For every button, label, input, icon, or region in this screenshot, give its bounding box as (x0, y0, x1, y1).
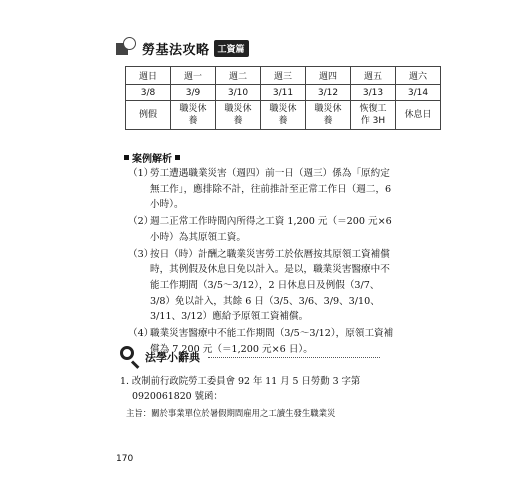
table-header-cell: 週日 (126, 67, 171, 85)
list-item (128, 214, 396, 245)
chapter-icon (116, 37, 138, 59)
table-cell-type: 恢復工作 3H (351, 101, 396, 130)
table-cell-date: 3/8 (126, 85, 171, 101)
bullet-icon (124, 155, 129, 160)
table-row-dates (126, 85, 441, 101)
table-header-cell: 週五 (351, 67, 396, 85)
item-text: 按日（時）計酬之職業災害勞工於依曆按其原領工資補償時，其例假及休息日免以計入。是以，職業災害醫療中不能工作期間（3/5～3/12），2 日休息日及例假（3/7、3/8）免以計入，其餘 6 日（3/5、3/6、3/9、3/10、3/11、3/12）應給予原領工資補償。 (150, 248, 390, 323)
table-cell-type: 職災休養 (306, 101, 351, 130)
table-row-types (126, 101, 441, 130)
entry-subject: 主旨：關於事業單位於暑假期間雇用之工讀生發生職業災 (126, 408, 336, 418)
chapter-tag: 工資篇 (214, 40, 249, 57)
table-header-cell: 週四 (306, 67, 351, 85)
entry-line: 0920061820 號函： (132, 391, 223, 402)
table-header-cell: 週三 (261, 67, 306, 85)
dictionary-title: 法學小辭典 (145, 351, 200, 364)
table-cell-type: 職災休養 (171, 101, 216, 130)
bullet-icon (175, 155, 180, 160)
item-text: 勞工遭遇職業災害（週四）前一日（週三）係為「原約定無工作」，應排除不計，往前推計至正常工作日（週二，6 小時）。 (150, 168, 392, 211)
table-cell-date: 3/11 (261, 85, 306, 101)
schedule-table (125, 66, 441, 130)
table-cell-date: 3/12 (306, 85, 351, 101)
case-analysis-list (128, 166, 396, 358)
magnifier-icon (118, 345, 142, 369)
item-text: 週二正常工作時間內所得之工資 1,200 元（＝200 元×6 小時）為其原領工資。 (150, 216, 392, 243)
list-item (128, 247, 396, 326)
divider (208, 357, 380, 358)
table-header-cell: 週二 (216, 67, 261, 85)
table-cell-date: 3/14 (396, 85, 441, 101)
table-header-row (126, 67, 441, 85)
item-text: 職業災害醫療中不能工作期間（3/5～3/12），原領工資補償為 7,200 元（＝1,200 元×6 日）。 (150, 328, 394, 355)
dictionary-entry (120, 374, 400, 421)
table-cell-date: 3/9 (171, 85, 216, 101)
legal-dictionary-heading (118, 345, 380, 369)
chapter-header (116, 36, 249, 60)
table-header-cell: 週一 (171, 67, 216, 85)
table-cell-date: 3/13 (351, 85, 396, 101)
table-header-cell: 週六 (396, 67, 441, 85)
item-number: （3） (128, 248, 154, 260)
case-analysis-title: 案例解析 (132, 154, 172, 165)
table-cell-date: 3/10 (216, 85, 261, 101)
table-cell-type: 休息日 (396, 101, 441, 130)
page-number: 170 (116, 454, 134, 464)
chapter-title: 勞基法攻略 (142, 42, 210, 58)
item-number: （1） (128, 168, 154, 179)
entry-line: 1. 改制前行政院勞工委員會 92 年 11 月 5 日勞動 3 字第 (120, 376, 361, 387)
case-analysis-heading (121, 150, 183, 165)
item-number: （2） (128, 216, 154, 228)
list-item (128, 166, 396, 213)
table-cell-type: 例假 (126, 101, 171, 130)
item-number: （4） (128, 328, 154, 340)
table-cell-type: 職災休養 (216, 101, 261, 130)
table-cell-type: 職災休養 (261, 101, 306, 130)
